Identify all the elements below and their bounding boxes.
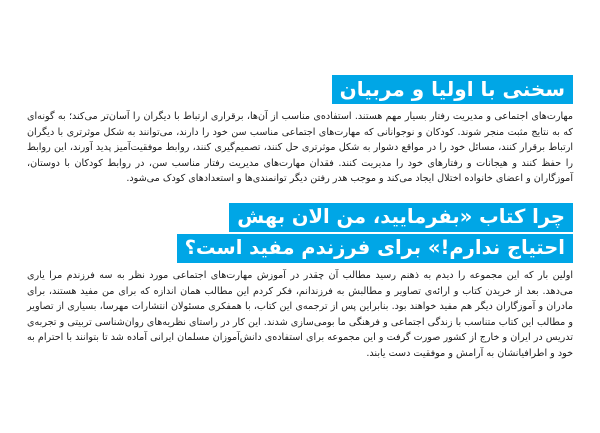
section-heading-parents: سخنی با اولیا و مربیان bbox=[332, 75, 573, 104]
paragraph-social-skills: مهارت‌های اجتماعی و مدیریت رفتار بسیار مهم هستند. استفاده‌ی مناسب از آن‌ها، برقراری ارتباط با دیگران را آسان‌تر می‌کند؛ به گونه‌ای که به نتایج مثبت منجر شوند. کودکان و نوجوانانی که مهارت‌های اجتماعی مناسب سن خود را دارند، می‌توانند به شکل موثرتری با دیگران ارتباط برقرار کنند، مسائل خود را در مواقع دشوار به شکل موثرتری حل کنند، تصمیم‌گیری کنند، روابط موفقیت‌آمیز پدید آورند، این روابط را حفظ کنند و هیجانات و رفتارهای خود را مدیریت کنند. فقدان مهارت‌های مدیریت رفتار مناسب سن، در روابط کودکان با دوستان، آموزگاران و اعضای خانواده اختلال ایجاد می‌کند و موجب هدر رفتن دیگر توانمندی‌ها و استعدادهای کودک می‌شود. bbox=[27, 111, 573, 185]
section-heading-book-block bbox=[27, 203, 573, 263]
paragraph-book-benefits: اولین بار که این مجموعه را دیدم به ذهنم رسید مطالب آن چقدر در آموزش مهارت‌های اجتماعی مورد نظر به سه فرزندم مرا یاری می‌دهد. بعد از خریدن کتاب و ارائه‌ی تصاویر و مطالبش به فرزندانم، فکر کردم این مطالب همان اندازه که برای من مفید هستند، برای مادران و آموزگاران دیگر هم مفید خواهند بود. بنابراین پس از ترجمه‌ی این کتاب، با همفکری مسئولان انتشارات مهرسا، بسیاری از تصاویر و مطالب این کتاب متناسب با زندگی اجتماعی و فرهنگی ما بومی‌سازی شدند. این کار در راستای نظریه‌های روان‌شناسی تربیتی و تجربه‌ی تدریس در ایران و خارج از کشور صورت گرفت و این مجموعه برای استفاده‌ی دانش‌آموزان مسلمان ایرانی آماده شد تا بتوانند با احترام به خود و اطرافیانشان به آرامش و موفقیت دست یابند. bbox=[27, 269, 573, 359]
section-heading-book-line2: احتیاج ندارم!» برای فرزندم مفید است؟ bbox=[177, 234, 573, 263]
section-heading-book-line1: چرا کتاب «بفرمایید، من الان بهش bbox=[229, 203, 573, 232]
